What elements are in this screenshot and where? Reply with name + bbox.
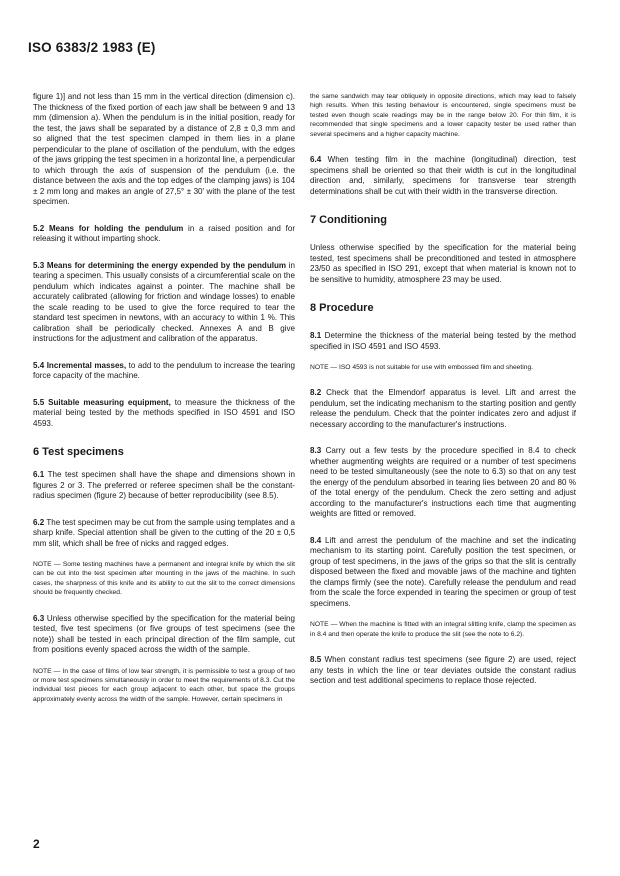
clause-8-1-text: Determine the thickness of the material being tested by the method specified in ISO 4591 and ISO 4593.	[310, 331, 576, 351]
section-6-heading: 6 Test specimens	[33, 446, 124, 458]
clause-5-5	[33, 398, 295, 430]
clause-6-4	[310, 155, 576, 197]
section-7-heading: 7 Conditioning	[310, 214, 387, 227]
clause-8-2	[310, 388, 576, 430]
clause-8-1-number: 8.1	[310, 331, 322, 341]
document-header: ISO 6383/2 1983 (E)	[28, 40, 156, 55]
clause-8-3	[310, 446, 576, 520]
clause-8-3-text: Carry out a few tests by the procedure specified in 8.4 to check whether augmenting weights are required or a number of test specimens need to be tested simultaneously (see the note to 6.3) so that on any test the energy of the pendulum absorbed in tearing lies between 20 and 80 % of the total energy of the pendulum. Check the zero setting and adjust according to the manufacturer's instructions each time that augmenting weights are fitted or removed.	[310, 446, 576, 519]
clause-6-4-number: 6.4	[310, 155, 322, 165]
clause-6-1-text: The test specimen shall have the shape and dimensions shown in figures 2 or 3. The preferred or referee specimen shall be the constant-radius specimen (figure 2) because of better reproducibility (see 8.5).	[33, 470, 295, 500]
clause-6-2	[33, 518, 295, 550]
clause-8-5-text: When constant radius test specimens (see figure 2) are used, reject any tests in which the line or tear deviates outside the constant radius section and test additional specimens to replace those rejected.	[310, 655, 576, 686]
clause-5-4-title: 5.4 Incremental masses,	[33, 360, 127, 370]
clause-8-2-number: 8.2	[310, 388, 322, 398]
clause-6-2-text: The test specimen may be cut from the sample using templates and a sharp knife. Special attention shall be given to the cutting of the 20 ± 0,5 mm slit, which shall be free of nicks and ragged edges.	[33, 517, 295, 548]
clause-5-3-title: 5.3 Means for determining the energy expended by the pendulum	[33, 260, 287, 270]
page-number: 2	[33, 837, 40, 851]
clause-6-2-number: 6.2	[33, 517, 45, 527]
clause-6-3	[33, 614, 295, 656]
clause-8-4	[310, 536, 576, 610]
clause-5-5-title: 5.5 Suitable measuring equipment,	[33, 397, 171, 407]
clause-5-4-text: to add to the pendulum to increase the tearing force capacity of the machine.	[33, 360, 295, 380]
right-column	[310, 92, 576, 687]
clause-8-5	[310, 655, 576, 687]
clause-5-3-text: in tearing a specimen. This usually consists of a circumferential scale on the pendulum which indicates against a pointer. The machine shall be accurately calibrated (allowing for friction and windage losses) to enable the scale reading to be used to give the force required to tear the standard test specimen in newtons, with an accuracy to within 1 %. This calibration shall be periodically checked. Annexes A and B give instructions for the adjustment and calibration of the apparatus.	[33, 260, 295, 343]
clause-5-2-text: in a raised position and for releasing it without imparting shock.	[33, 223, 295, 243]
paragraph-5-1-continued: figure 1)] and not less than 15 mm in the vertical direction (dimension c). The thickness of the fixed portion of each jaw shall be between 9 and 13 mm (dimension a). When the pendulum is in the initial position, ready for the test, the jaws shall be separated by a distance of 2,8 ± 0,3 mm and so aligned that the test specimen clamped in them lies in a plane perpendicular to the plane of oscillation of the pendulum, with the edges of the jaws gripping the test specimen in a horizontal line, a perpendicular to which through the axis of suspension of the pendulum (i.e. the distance between the axis and the top edges of the clamping jaws) is 104 ± 2 mm long and makes an angle of 27,5° ± 30′ with the plane of the test specimen.	[33, 92, 295, 206]
clause-5-3	[33, 261, 295, 345]
left-column	[33, 92, 295, 704]
clause-5-2-title: 5.2 Means for holding the pendulum	[33, 223, 184, 233]
clause-8-5-number: 8.5	[310, 655, 322, 665]
clause-5-4	[33, 361, 295, 382]
note-6-2: NOTE — Some testing machines have a permanent and integral knife by which the slit can be cut into the test specimen after mounting in the jaws of the machine. In such cases, the sharpness of this knife and its ability to cut the slit to the correct dimensions should be frequently checked.	[33, 561, 295, 597]
note-6-3-continued: the same sandwich may tear obliquely in opposite directions, which may lead to falsely high results. When this testing behaviour is encountered, single specimens must be tested even though scale readings may be in the range below 20. For thin film, it is recommended that single specimens and a lower capacity tester be used rather than several specimens and a higher capacity machine.	[310, 93, 576, 138]
clause-8-2-text: Check that the Elmendorf apparatus is level. Lift and arrest the pendulum, set the indicating mechanism to the starting position and gently release the pendulum. Check that the pointer indicates zero and adjust if necessary according to the manufacturer's instructions.	[310, 388, 576, 429]
note-6-3: NOTE — In the case of films of low tear strength, it is permissible to test a group of two or more test specimens simultaneously in order to meet the requirements of 8.3. Cut the individual test pieces for each group adjacent to each other, but space the groups approximately evenly across the width of the sample. However, certain specimens in	[33, 667, 295, 703]
clause-6-3-number: 6.3	[33, 613, 45, 623]
clause-8-1	[310, 331, 576, 352]
clause-6-4-text: When testing film in the machine (longitudinal) direction, test specimens shall be oriented so that their width is cut in the longitudinal direction and, similarly, specimens for transverse tear strength determinations shall be cut with their width in the transverse direction.	[310, 155, 576, 196]
clause-5-2	[33, 224, 295, 245]
clause-7-text: Unless otherwise specified by the specification for the material being tested, test specimens shall be preconditioned and tested in atmosphere 23/50 as specified in ISO 291, except that when material is known not to be sensitive to humidity, atmosphere 23 may be used.	[310, 243, 576, 284]
note-8-1: NOTE — ISO 4593 is not suitable for use with embossed film and sheeting.	[310, 364, 534, 372]
clause-8-4-number: 8.4	[310, 535, 322, 545]
clause-6-3-text: Unless otherwise specified by the specification for the material being tested, five test specimens (or five groups of test specimens (see the note)) shall be tested in each principal direction of the film sample, cut from positions evenly spaced across the width of the sample.	[33, 613, 295, 655]
clause-8-3-number: 8.3	[310, 446, 322, 456]
clause-5-5-text: to measure the thickness of the material being tested by the methods specified in ISO 4591 and ISO 4593.	[33, 397, 296, 428]
note-8-4: NOTE — When the machine is fitted with an integral slitting knife, clamp the specimen as in 8.4 and then operate the knife to produce the slit (see the note to 6.2).	[310, 621, 576, 638]
clause-6-1	[33, 470, 295, 502]
section-8-heading: 8 Procedure	[310, 302, 374, 315]
clause-8-4-text: Lift and arrest the pendulum of the machine and set the indicating mechanism to its starting point. Carefully position the test specimen, or group of test specimens, in the jaws of the grips so that the slit is centrally disposed between the fixed and movable jaws of the machine and tighten the clamps firmly (see the note). Carefully release the pendulum and read from the scale the force expended in tearing the specimen or group of test specimens.	[310, 535, 576, 608]
clause-6-1-number: 6.1	[33, 470, 45, 479]
